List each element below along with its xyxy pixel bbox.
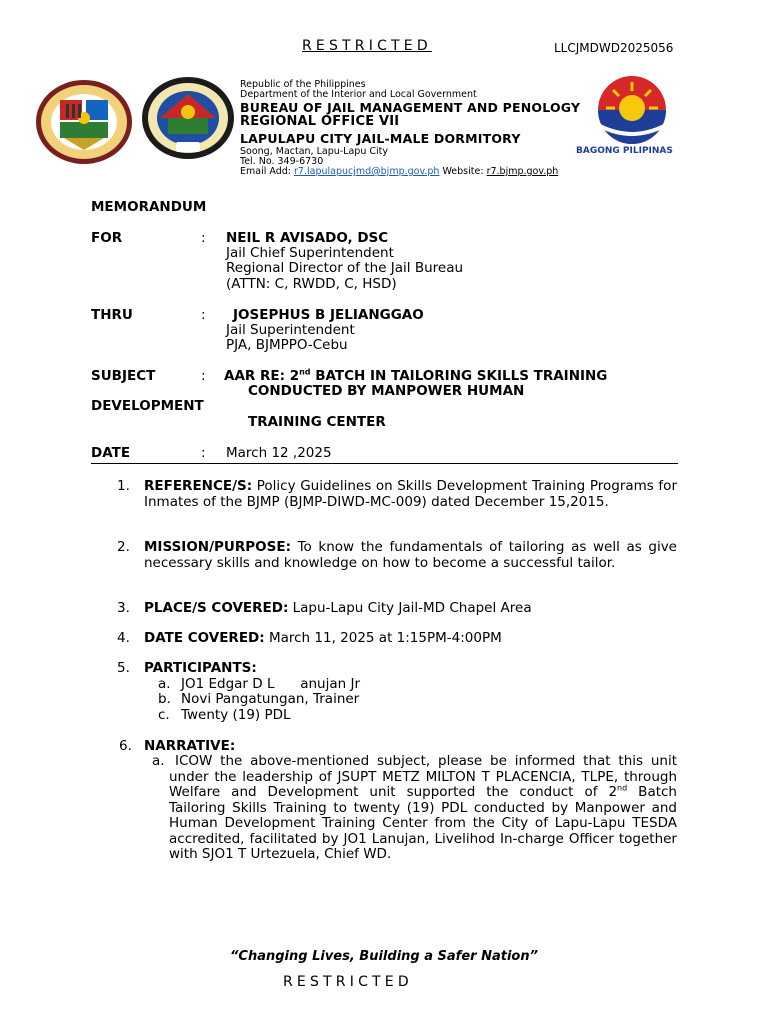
narrative-paragraph: ICOW the above-mentioned subject, please be informed that this unit under the leadership of JSUPT METZ MILTON T PLACENCIA, TLPE, through Welfare and Development unit supported the conduct of 2nd Batch Tailoring Skills Training to twenty (19) PDL conducted by Manpower and Human Development Training Center from the City of Lapu-Lapu TESDA accredited, facilitated by JO1 Lanujan, Livelihod In-charge Officer together with SJO1 T Urtezuela, Chief WD. bbox=[169, 753, 677, 862]
item-6-number: 6. bbox=[119, 738, 132, 754]
participant-item: JO1 Edgar D L anujan Jr bbox=[181, 676, 361, 692]
unit-name: LAPULAPU CITY JAIL-MALE DORMITORY bbox=[240, 131, 521, 146]
item-1-number: 1. bbox=[117, 478, 130, 494]
participant-item: Novi Pangatungan, Trainer bbox=[181, 691, 360, 707]
item-3-place: PLACE/S COVERED: Lapu-Lapu City Jail-MD Chapel Area bbox=[144, 600, 532, 616]
thru-name: JOSEPHUS B JELIANGGAO bbox=[233, 307, 424, 323]
bureau-name: BUREAU OF JAIL MANAGEMENT AND PENOLOGY bbox=[240, 100, 581, 115]
for-line-3: (ATTN: C, RWDD, C, HSD) bbox=[226, 276, 397, 292]
item-4-date-covered: DATE COVERED: March 11, 2025 at 1:15PM-4:00PM bbox=[144, 630, 502, 646]
thru-line-2: PJA, BJMPPO-Cebu bbox=[226, 337, 348, 353]
bjmp-seal-icon bbox=[34, 78, 134, 166]
lapulapu-city-jail-seal-icon bbox=[140, 76, 236, 160]
item-5-number: 5. bbox=[117, 660, 130, 676]
date-value: March 12 ,2025 bbox=[226, 445, 332, 461]
thru-label: THRU bbox=[91, 307, 133, 323]
header-divider bbox=[91, 463, 678, 464]
bagong-pilipinas-text: BAGONG PILIPINAS bbox=[576, 146, 673, 156]
item-4-number: 4. bbox=[117, 630, 130, 646]
for-colon: : bbox=[201, 230, 206, 246]
address-line: Soong, Mactan, Lapu-Lapu City bbox=[240, 146, 388, 157]
date-label: DATE bbox=[91, 445, 131, 461]
email-label: Email Add: bbox=[240, 166, 291, 177]
participant-letter: c. bbox=[158, 707, 170, 723]
bagong-pilipinas-logo-icon bbox=[586, 72, 678, 148]
subject-colon: : bbox=[201, 368, 206, 384]
email-link[interactable]: r7.lapulapucjmd@bjmp.gov.ph bbox=[294, 166, 440, 177]
item-5-participants-label: PARTICIPANTS: bbox=[144, 660, 257, 676]
narrative-letter: a. bbox=[152, 753, 165, 769]
participant-letter: b. bbox=[158, 691, 171, 707]
for-label: FOR bbox=[91, 230, 123, 246]
footer-slogan: “Changing Lives, Building a Safer Nation” bbox=[230, 949, 538, 964]
subject-line-2: CONDUCTED BY MANPOWER HUMAN bbox=[248, 383, 525, 399]
republic-line: Republic of the Philippines bbox=[240, 79, 366, 90]
subject-line-4: TRAINING CENTER bbox=[248, 414, 386, 430]
date-colon: : bbox=[201, 445, 206, 461]
website-label: Website: bbox=[442, 166, 484, 177]
item-6-narrative-label: NARRATIVE: bbox=[144, 738, 236, 754]
restricted-bottom: RESTRICTED bbox=[283, 974, 413, 990]
thru-colon: : bbox=[201, 307, 206, 323]
tel-line: Tel. No. 349-6730 bbox=[240, 156, 324, 167]
subject-line-3: DEVELOPMENT bbox=[91, 398, 204, 414]
department-line: Department of the Interior and Local Government bbox=[240, 89, 477, 100]
thru-line-1: Jail Superintendent bbox=[226, 322, 355, 338]
for-name: NEIL R AVISADO, DSC bbox=[226, 230, 389, 246]
website-link[interactable]: r7.bjmp.gov.ph bbox=[486, 166, 559, 177]
item-1-reference: REFERENCE/S: Policy Guidelines on Skills Development Training Programs for Inmates of the BJMP (BJMP-DIWD-MC-009) dated December 15,2015. bbox=[144, 478, 677, 510]
for-line-2: Regional Director of the Jail Bureau bbox=[226, 260, 464, 276]
restricted-top: RESTRICTED bbox=[302, 38, 432, 54]
subject-line-1: AAR RE: 2nd BATCH IN TAILORING SKILLS TRAINING bbox=[224, 367, 608, 384]
participant-letter: a. bbox=[158, 676, 171, 692]
document-code: LLCJMDWD2025056 bbox=[554, 41, 674, 55]
subject-label: SUBJECT bbox=[91, 368, 156, 384]
participant-item: Twenty (19) PDL bbox=[181, 707, 291, 723]
item-2-number: 2. bbox=[117, 539, 130, 555]
item-2-mission: MISSION/PURPOSE: To know the fundamentals of tailoring as well as give necessary skills and knowledge on how to become a successful tailor. bbox=[144, 539, 677, 571]
memorandum-title: MEMORANDUM bbox=[91, 199, 207, 215]
for-line-1: Jail Chief Superintendent bbox=[226, 245, 394, 261]
item-3-number: 3. bbox=[117, 600, 130, 616]
contact-line bbox=[240, 166, 558, 177]
regional-office: REGIONAL OFFICE VII bbox=[240, 114, 400, 129]
